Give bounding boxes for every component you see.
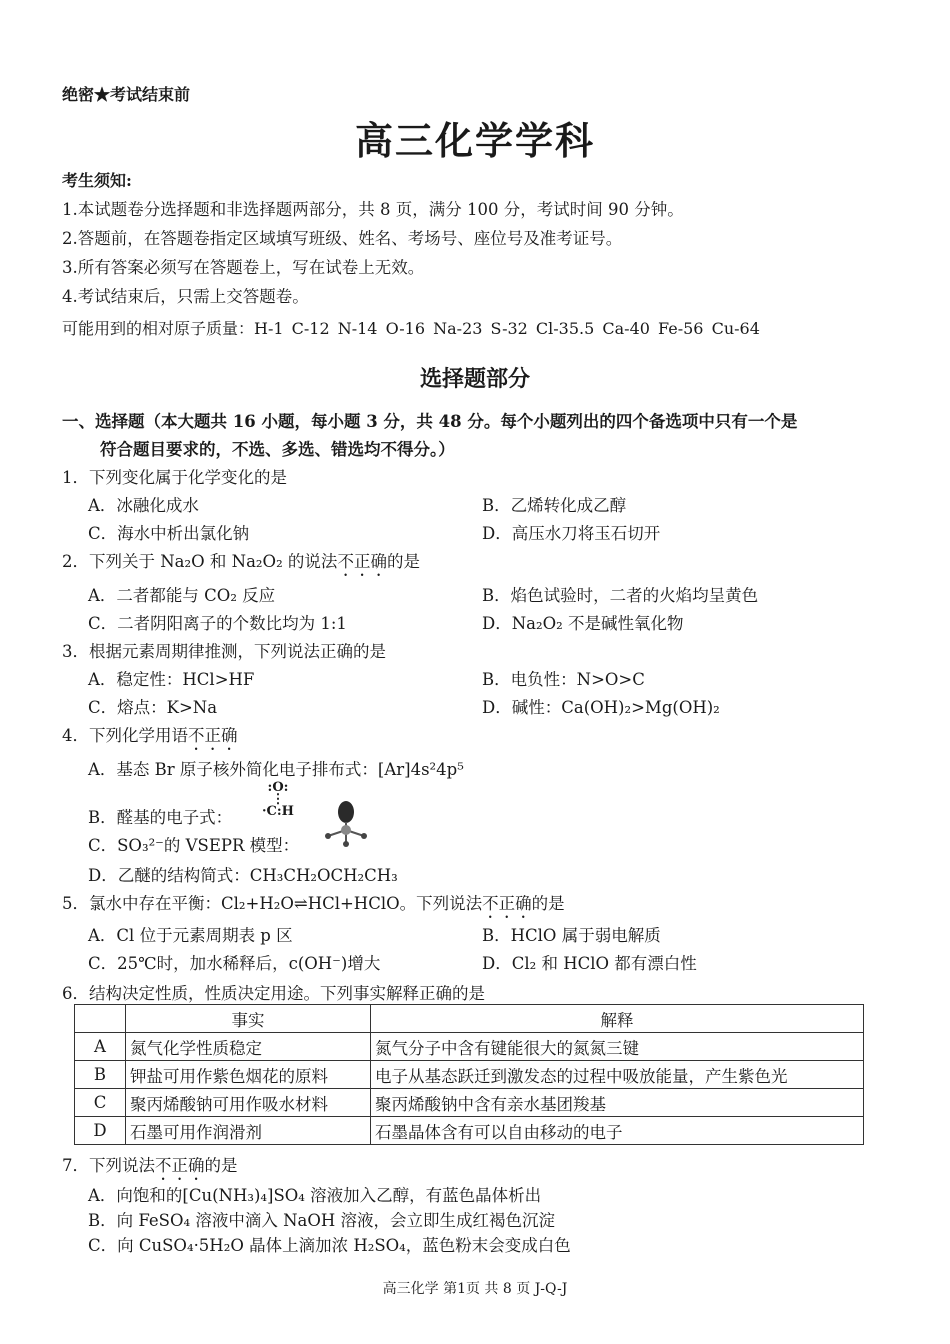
lewis-oxygen: :O: <box>267 780 289 795</box>
lewis-carbon: ·C:H <box>262 804 294 819</box>
q5-option-a: A．Cl 位于元素周期表 p 区 <box>88 926 293 945</box>
notice-item: 1.本试题卷分选择题和非选择题两部分，共 8 页，满分 100 分，考试时间 90 分钟。 <box>62 200 684 219</box>
table-cell: 氮气分子中含有键能很大的氮氮三键 <box>371 1033 864 1061</box>
question-1-stem: 1．下列变化属于化学变化的是 <box>62 468 287 487</box>
question-4-stem <box>62 722 238 754</box>
table-cell: 聚丙烯酸钠中含有亲水基团羧基 <box>371 1089 864 1117</box>
q3-option-a: A．稳定性：HCl>HF <box>88 670 255 689</box>
q1-option-d: D．高压水刀将玉石切开 <box>482 524 661 543</box>
table-cell: 石墨可用作润滑剂 <box>126 1117 371 1145</box>
stem-text: 4．下列化学用语 <box>62 726 188 745</box>
table-header-row <box>75 1005 864 1033</box>
question-3-stem: 3．根据元素周期律推测，下列说法正确的是 <box>62 642 386 661</box>
table-header-cell: 事实 <box>126 1005 371 1033</box>
q3-option-c: C．熔点：K>Na <box>88 698 218 717</box>
table-cell: 石墨晶体含有可以自由移动的电子 <box>371 1117 864 1145</box>
stem-text: 的是 <box>531 894 565 913</box>
q2-option-a: A．二者都能与 CO₂ 反应 <box>88 586 276 605</box>
section-title: 选择题部分 <box>419 366 530 392</box>
table-cell: C <box>75 1089 126 1117</box>
q7-option-b: B．向 FeSO₄ 溶液中滴入 NaOH 溶液，会立即生成红褐色沉淀 <box>88 1211 556 1230</box>
vsepr-model-icon <box>322 800 370 848</box>
stem-text: 5．氯水中存在平衡：Cl₂+H₂O⇌HCl+HClO。下列说法 <box>62 894 483 913</box>
table-cell: D <box>75 1117 126 1145</box>
notice-item: 3.所有答案必须写在答题卷上，写在试卷上无效。 <box>62 258 425 277</box>
table-cell: 钾盐可用作紫色烟花的原料 <box>126 1061 371 1089</box>
question-6-stem: 6．结构决定性质，性质决定用途。下列事实解释正确的是 <box>62 984 485 1003</box>
q4-option-c: C．SO₃²⁻的 VSEPR 模型： <box>88 836 300 855</box>
emphasis-text: 不正确 <box>482 894 532 913</box>
page-footer: 高三化学 第1页 共 8 页 J-Q-J <box>382 1281 568 1297</box>
emphasis-text: 不正确 <box>188 726 238 745</box>
part1-instructions-cont: 符合题目要求的，不选、多选、错选均不得分。） <box>100 440 455 459</box>
q2-option-b: B．焰色试验时，二者的火焰均呈黄色 <box>482 586 759 605</box>
q2-option-c: C．二者阴阳离子的个数比均为 1:1 <box>88 614 347 633</box>
table-row <box>75 1089 864 1117</box>
q1-option-a: A．冰融化成水 <box>88 496 199 515</box>
table-row <box>75 1033 864 1061</box>
exam-title: 高三化学学科 <box>354 118 595 163</box>
q3-option-d: D．碱性：Ca(OH)₂>Mg(OH)₂ <box>482 698 720 717</box>
table-header-cell: 解释 <box>371 1005 864 1033</box>
q6-table <box>74 1004 864 1145</box>
table-cell: 电子从基态跃迁到激发态的过程中吸放能量，产生紫色光 <box>371 1061 864 1089</box>
question-5-stem <box>62 890 565 922</box>
emphasis-text: 不正确 <box>337 552 387 571</box>
q4-option-b: B．醛基的电子式： <box>88 808 233 827</box>
q7-option-c: C．向 CuSO₄·5H₂O 晶体上滴加浓 H₂SO₄，蓝色粉末会变成白色 <box>88 1236 571 1255</box>
q1-option-b: B．乙烯转化成乙醇 <box>482 496 627 515</box>
atomic-masses: 可能用到的相对原子质量：H-1 C-12 N-14 O-16 Na-23 S-32 Cl-35.5 Ca-40 Fe-56 Cu-64 <box>62 319 760 338</box>
confidential-label: 绝密★考试结束前 <box>62 85 191 104</box>
q3-option-b: B．电负性：N>O>C <box>482 670 645 689</box>
table-header-cell <box>75 1005 126 1033</box>
q2-option-d: D．Na₂O₂ 不是碱性氧化物 <box>482 614 684 633</box>
q5-option-b: B．HClO 属于弱电解质 <box>482 926 661 945</box>
question-7-stem <box>62 1152 238 1184</box>
question-2-stem <box>62 548 420 580</box>
table-row <box>75 1061 864 1089</box>
q5-option-c: C．25℃时，加水稀释后，c(OH⁻)增大 <box>88 954 381 973</box>
emphasis-text: 不正确 <box>155 1156 205 1175</box>
table-cell: 氮气化学性质稳定 <box>126 1033 371 1061</box>
notice-heading: 考生须知: <box>62 171 132 190</box>
q4-option-a: A．基态 Br 原子核外简化电子排布式：[Ar]4s²4p⁵ <box>88 760 464 779</box>
table-cell: B <box>75 1061 126 1089</box>
stem-text: 2．下列关于 Na₂O 和 Na₂O₂ 的说法 <box>62 552 338 571</box>
lewis-bond: ⋮ <box>271 792 285 807</box>
notice-item: 4.考试结束后，只需上交答题卷。 <box>62 287 309 306</box>
stem-text: 7．下列说法 <box>62 1156 155 1175</box>
stem-text: 的是 <box>204 1156 238 1175</box>
q7-option-a: A．向饱和的[Cu(NH₃)₄]SO₄ 溶液加入乙醇，有蓝色晶体析出 <box>88 1186 542 1205</box>
q1-option-c: C．海水中析出氯化钠 <box>88 524 250 543</box>
stem-text: 的是 <box>386 552 420 571</box>
notice-item: 2.答题前，在答题卷指定区域填写班级、姓名、考场号、座位号及准考证号。 <box>62 229 623 248</box>
aldehyde-lewis-structure <box>262 782 294 818</box>
table-cell: 聚丙烯酸钠可用作吸水材料 <box>126 1089 371 1117</box>
table-cell: A <box>75 1033 126 1061</box>
table-row <box>75 1117 864 1145</box>
q5-option-d: D．Cl₂ 和 HClO 都有漂白性 <box>482 954 697 973</box>
part1-instructions: 一、选择题（本大题共 16 小题，每小题 3 分，共 48 分。每个小题列出的四个备选项中只有一个是 <box>62 412 798 431</box>
q4-option-d: D．乙醚的结构简式：CH₃CH₂OCH₂CH₃ <box>88 866 398 885</box>
